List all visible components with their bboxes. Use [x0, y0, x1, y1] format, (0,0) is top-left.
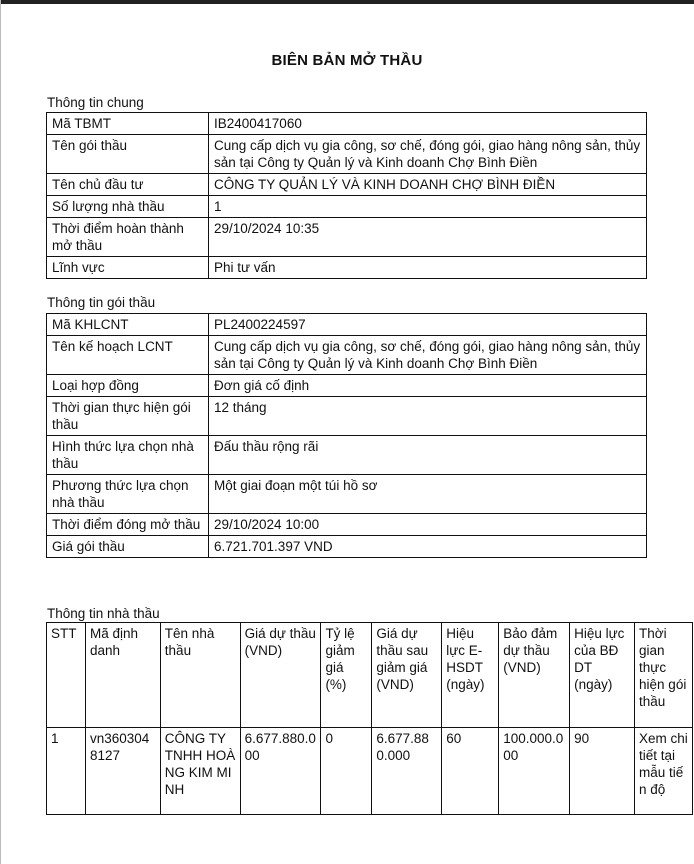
- field-label: Phương thức lựa chọn nhà thầu: [47, 475, 209, 514]
- package-info-row: [47, 397, 647, 436]
- package-info-row: [47, 475, 647, 514]
- column-header: Giá dự thầu (VND): [240, 623, 321, 728]
- bidder-row: [47, 728, 693, 815]
- field-value: 6.721.701.397 VND: [209, 536, 647, 558]
- table-cell: 90: [570, 728, 635, 815]
- page-top-border: [0, 0, 694, 4]
- section-package-label: Thông tin gói thầu: [47, 295, 156, 310]
- column-header: Giá dự thầu sau giảm giá (VND): [372, 623, 442, 728]
- field-label: Giá gói thầu: [47, 536, 209, 558]
- bidders-header-row: [47, 623, 693, 728]
- field-value: 29/10/2024 10:35: [209, 218, 647, 257]
- field-label: Thời gian thực hiện gói thầu: [47, 397, 209, 436]
- table-cell: vn3603048127: [85, 728, 160, 815]
- field-label: Thời điểm đóng mở thầu: [47, 514, 209, 536]
- column-header: Bảo đảm dự thầu (VND): [499, 623, 570, 728]
- field-label: Thời điểm hoàn thành mở thầu: [47, 218, 209, 257]
- package-info-row: [47, 314, 647, 336]
- section-bidders-label: Thông tin nhà thầu: [47, 606, 160, 621]
- column-header: Tỷ lệ giảm giá (%): [321, 623, 372, 728]
- column-header: Thời gian thực hiện gói thầu: [635, 623, 693, 728]
- field-label: Tên chủ đầu tư: [47, 174, 209, 196]
- field-label: Tên gói thầu: [47, 135, 209, 174]
- column-header: Tên nhà thầu: [160, 623, 240, 728]
- field-value: CÔNG TY QUẢN LÝ VÀ KINH DOANH CHỢ BÌNH ĐIỀN: [209, 174, 647, 196]
- table-cell: 60: [442, 728, 499, 815]
- package-info-row: [47, 375, 647, 397]
- general-info-row: [47, 218, 647, 257]
- section-general-label: Thông tin chung: [47, 95, 144, 110]
- field-label: Mã TBMT: [47, 113, 209, 135]
- package-info-row: [47, 514, 647, 536]
- general-info-row: [47, 196, 647, 218]
- field-label: Hình thức lựa chọn nhà thầu: [47, 436, 209, 475]
- table-cell: CÔNG TY TNHH HOÀNG KIM MINH: [160, 728, 240, 815]
- general-info-row: [47, 135, 647, 174]
- field-value: Cung cấp dịch vụ gia công, sơ chế, đóng gói, giao hàng nông sản, thủy sản tại Công ty Quản lý và Kinh doanh Chợ Bình Điền: [209, 135, 647, 174]
- field-value: 12 tháng: [209, 397, 647, 436]
- field-value: Đấu thầu rộng rãi: [209, 436, 647, 475]
- table-cell: Xem chi tiết tại mẫu tiến độ: [635, 728, 693, 815]
- package-info-row: [47, 536, 647, 558]
- package-info-table: [46, 313, 647, 558]
- bidders-table: [46, 622, 693, 815]
- table-cell: 0: [321, 728, 372, 815]
- page-left-border: [0, 0, 1, 864]
- field-value: IB2400417060: [209, 113, 647, 135]
- table-cell: 6.677.880.000: [372, 728, 442, 815]
- general-info-row: [47, 113, 647, 135]
- general-info-table: [46, 112, 647, 279]
- package-info-row: [47, 336, 647, 375]
- table-cell: 100.000.000: [499, 728, 570, 815]
- document-title: BIÊN BẢN MỞ THẦU: [271, 52, 423, 69]
- field-label: Mã KHLCNT: [47, 314, 209, 336]
- field-value: Một giai đoạn một túi hồ sơ: [209, 475, 647, 514]
- field-label: Số lượng nhà thầu: [47, 196, 209, 218]
- field-value: Đơn giá cố định: [209, 375, 647, 397]
- field-value: Cung cấp dịch vụ gia công, sơ chế, đóng gói, giao hàng nông sản, thủy sản tại Công ty Quản lý và Kinh doanh Chợ Bình Điền: [209, 336, 647, 375]
- table-cell: 1: [47, 728, 86, 815]
- package-info-row: [47, 436, 647, 475]
- field-value: PL2400224597: [209, 314, 647, 336]
- column-header: Hiệu lực E-HSDT (ngày): [442, 623, 499, 728]
- field-label: Tên kế hoạch LCNT: [47, 336, 209, 375]
- column-header: Mã định danh: [85, 623, 160, 728]
- general-info-row: [47, 174, 647, 196]
- field-label: Lĩnh vực: [47, 257, 209, 279]
- column-header: Hiệu lực của BĐ DT (ngày): [570, 623, 635, 728]
- column-header: STT: [47, 623, 86, 728]
- field-label: Loại hợp đồng: [47, 375, 209, 397]
- general-info-row: [47, 257, 647, 279]
- field-value: 1: [209, 196, 647, 218]
- field-value: Phi tư vấn: [209, 257, 647, 279]
- table-cell: 6.677.880.000: [240, 728, 321, 815]
- field-value: 29/10/2024 10:00: [209, 514, 647, 536]
